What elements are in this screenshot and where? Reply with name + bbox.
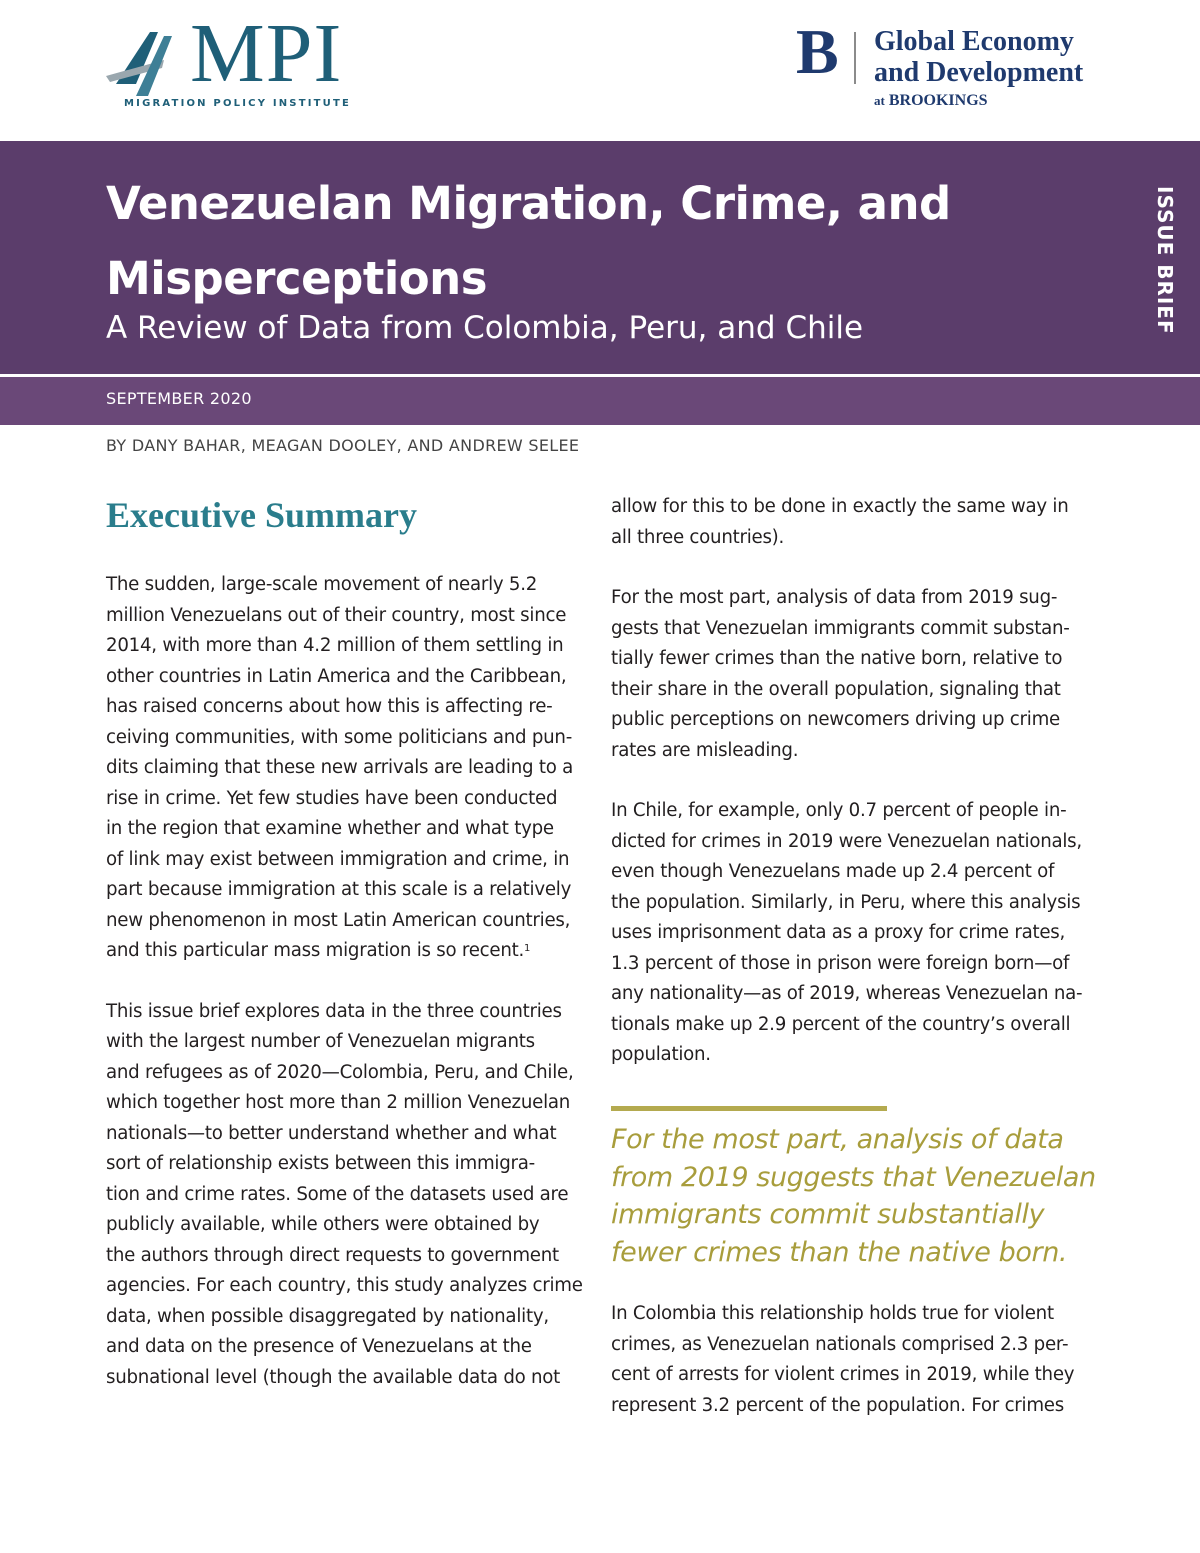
text-line: new phenomenon in most Latin American countries, (106, 909, 571, 931)
text-line: subnational level (though the available data do not (106, 1366, 561, 1388)
text-line: other countries in Latin America and the Caribbean, (106, 665, 567, 687)
text-line: nationals—to better understand whether and what (106, 1122, 557, 1144)
text-line: public perceptions on newcomers driving up crime (611, 709, 1060, 730)
text-line: The sudden, large-scale movement of nearly 5.2 (106, 574, 538, 595)
text-line: dits claiming that these new arrivals are leading to a (106, 757, 574, 778)
paragraph (611, 1299, 1096, 1421)
doc-type-label: ISSUE BRIEF (1153, 186, 1177, 335)
text-line: has raised concerns about how this is affecting re- (106, 696, 553, 717)
section-heading: Executive Summary (106, 495, 417, 535)
text-line-content: and this particular mass migration is so recent. (106, 940, 525, 961)
pull-quote-line: fewer crimes than the native born. (611, 1236, 1068, 1268)
text-line: sort of relationship exists between this immigra- (106, 1153, 535, 1174)
text-line: tionals make up 2.9 percent of the country’s overall (611, 1013, 1071, 1035)
text-line: 2014, with more than 4.2 million of them settling in (106, 635, 564, 656)
text-line: rates are misleading. (611, 739, 799, 761)
pull-quote-line: from 2019 suggests that Venezuelan (611, 1161, 1096, 1193)
mpi-logo (106, 7, 366, 110)
text-line: dicted for crimes in 2019 were Venezuelan nationals, (611, 830, 1082, 852)
text-line: agencies. For each country, this study analyzes crime (106, 1275, 583, 1296)
text-line: and data on the presence of Venezuelans at the (106, 1336, 532, 1357)
text-line: the population. Similarly, in Peru, where this analysis (611, 891, 1081, 913)
text-line: publicly available, while others were obtained by (106, 1214, 540, 1235)
text-line: in the region that examine whether and what type (106, 818, 554, 839)
text-line: crimes, as Venezuelan nationals comprised 2.3 per- (611, 1333, 1069, 1355)
text-line: of link may exist between immigration and crime, in (106, 848, 570, 870)
text-line: cent of arrests for violent crimes in 2019, while they (611, 1364, 1075, 1385)
text-line: For the most part, analysis of data from 2019 sug- (611, 587, 1058, 608)
right-column-continued (611, 1299, 1096, 1451)
left-column (106, 570, 596, 1423)
text-line: any nationality—as of 2019, whereas Venezuelan na- (611, 983, 1083, 1004)
mpi-bird-icon (106, 26, 192, 98)
pull-quote-rule (611, 1106, 887, 1111)
text-line: which together host more than 2 million Venezuelan (106, 1092, 571, 1113)
title-line-1: Venezuelan Migration, Crime, and (106, 177, 951, 230)
text-line: ceiving communities, with some politicians and pun- (106, 726, 573, 748)
pull-quote-line: For the most part, analysis of data (611, 1124, 1064, 1155)
brookings-at: at (874, 93, 885, 108)
text-line: even though Venezuelans made up 2.4 percent of (611, 861, 1055, 882)
text-line: million Venezuelans out of their country, most since (106, 604, 567, 626)
author-byline: BY DANY BAHAR, MEAGAN DOOLEY, AND ANDREW SELEE (106, 436, 580, 455)
paragraph (106, 570, 596, 967)
text-line: In Chile, for example, only 0.7 percent of people in- (611, 800, 1067, 821)
text-line: represent 3.2 percent of the population. For crimes (611, 1394, 1064, 1416)
text-line: In Colombia this relationship holds true for violent (611, 1303, 1054, 1324)
text-line: data, when possible disaggregated by nationality, (106, 1305, 549, 1327)
paragraph (611, 583, 1096, 766)
text-line: allow for this to be done in exactly the same way in (611, 496, 1069, 517)
brookings-b-mark: B (796, 16, 839, 87)
brookings-program-line1: Global Economy (874, 26, 1074, 57)
pull-quote-line: immigrants commit substantially (611, 1199, 1045, 1230)
footnote-ref[interactable]: 1 (524, 943, 531, 954)
paragraph (611, 796, 1096, 1071)
pull-quote (611, 1121, 1096, 1271)
text-line: rise in crime. Yet few studies have been conducted (106, 787, 558, 809)
mpi-wordmark: MPI (190, 7, 343, 100)
text-line: part because immigration at this scale is a relatively (106, 879, 572, 900)
text-line: all three countries). (611, 526, 785, 548)
text-line: their share in the overall population, signaling that (611, 678, 1061, 700)
brookings-program-line2: and Development (874, 57, 1084, 88)
page-subtitle: A Review of Data from Colombia, Peru, and Chile (106, 310, 864, 346)
text-line: gests that Venezuelan immigrants commit substan- (611, 617, 1070, 639)
right-column (611, 492, 1096, 1101)
page-title (106, 166, 1006, 316)
paragraph (611, 492, 1096, 553)
text-line: This issue brief explores data in the three countries (106, 1000, 562, 1022)
text-line: tially fewer crimes than the native born, relative to (611, 648, 1063, 669)
title-line-2: Misperceptions (106, 252, 487, 305)
text-line: and refugees as of 2020—Colombia, Peru, and Chile, (106, 1061, 574, 1083)
text-line: population. (611, 1044, 711, 1065)
brookings-divider (854, 32, 856, 84)
mpi-tagline: MIGRATION POLICY INSTITUTE (124, 98, 352, 109)
paragraph (106, 997, 596, 1394)
brookings-logo (796, 16, 1116, 116)
publication-date: SEPTEMBER 2020 (106, 389, 252, 408)
brookings-org: BROOKINGS (888, 92, 988, 109)
text-line (106, 936, 596, 967)
text-line: 1.3 percent of those in prison were foreign born—of (611, 952, 1070, 974)
text-line: with the largest number of Venezuelan migrants (106, 1031, 535, 1052)
text-line: the authors through direct requests to government (106, 1244, 559, 1266)
text-line: uses imprisonment data as a proxy for crime rates, (611, 922, 1066, 943)
brookings-name (874, 92, 988, 110)
text-line: tion and crime rates. Some of the datasets used are (106, 1183, 569, 1205)
